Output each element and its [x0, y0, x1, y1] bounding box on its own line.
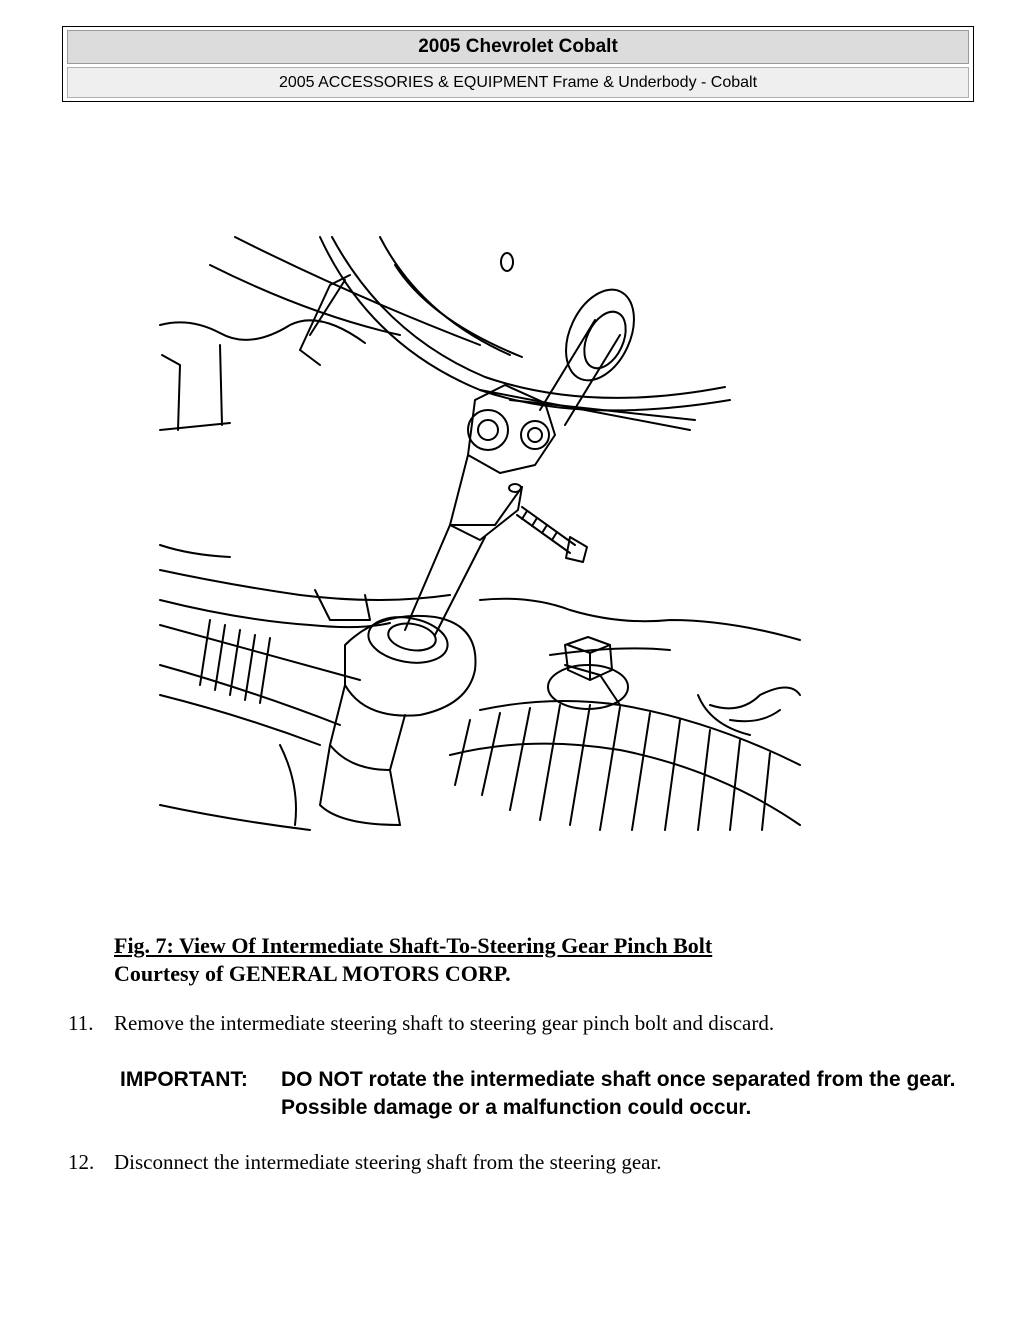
document-title: 2005 Chevrolet Cobalt [67, 30, 969, 64]
document-header [62, 26, 974, 102]
document-subtitle: 2005 ACCESSORIES & EQUIPMENT Frame & Underbody - Cobalt [67, 67, 969, 98]
step-text: Remove the intermediate steering shaft to steering gear pinch bolt and discard. [114, 1011, 775, 1035]
step-number: 12. [68, 1150, 95, 1174]
step-text: Disconnect the intermediate steering shaft from the steering gear. [114, 1150, 662, 1174]
pinch-bolt-illustration [150, 225, 810, 845]
step-12 [68, 1150, 662, 1175]
figure-caption [114, 932, 712, 988]
step-number: 11. [68, 1011, 94, 1035]
important-label: IMPORTANT: [120, 1068, 248, 1091]
step-11 [68, 1011, 774, 1036]
figure-title: Fig. 7: View Of Intermediate Shaft-To-Steering Gear Pinch Bolt [114, 933, 713, 958]
important-text: DO NOT rotate the intermediate shaft once separated from the gear. Possible damage or a malfunction could occur. [281, 1068, 956, 1119]
figure-credit: Courtesy of GENERAL MOTORS CORP. [114, 961, 511, 986]
